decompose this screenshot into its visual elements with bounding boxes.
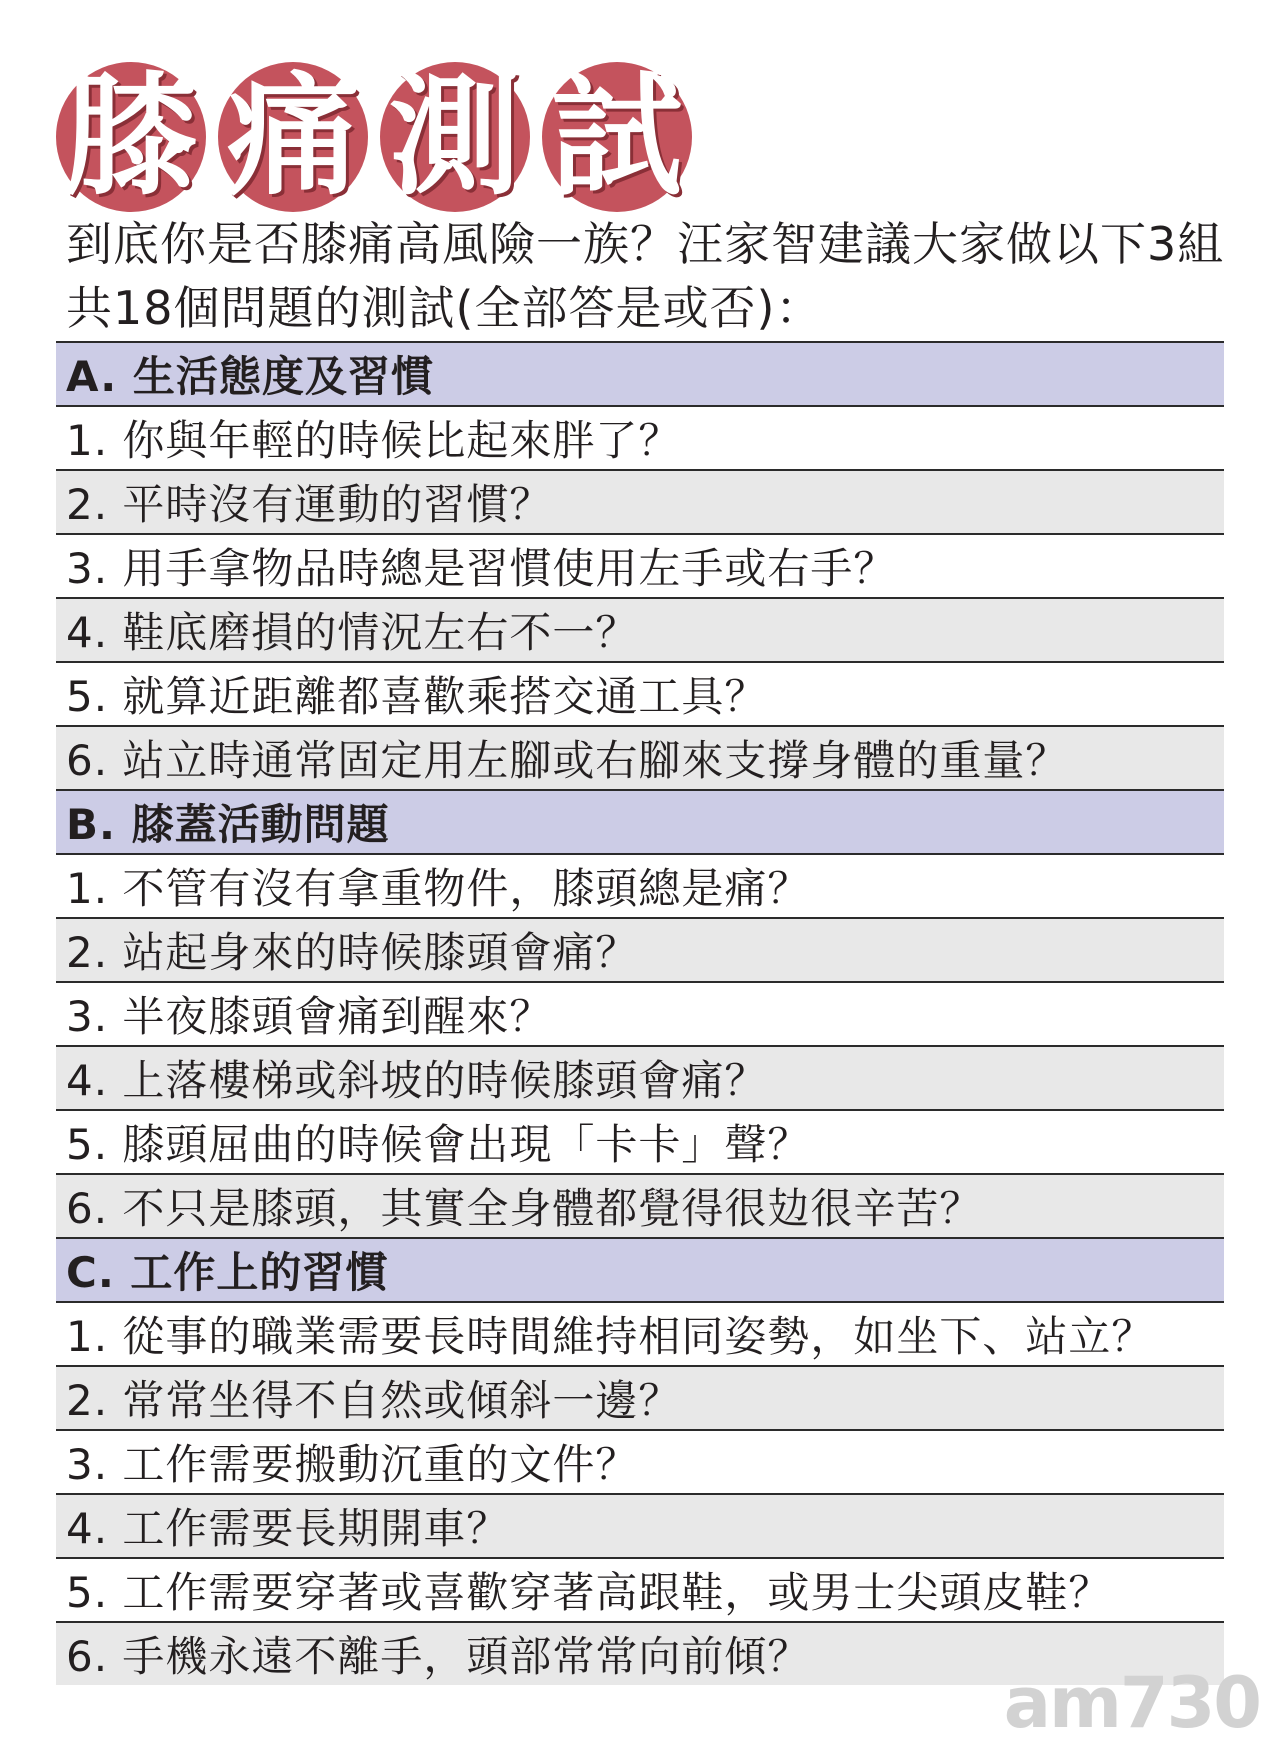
intro-text: 到底你是否膝痛高風險一族？汪家智建議大家做以下3組共18個問題的測試(全部答是或否)： (66, 217, 1225, 335)
question-c6: 6. 手機永遠不離手，頭部常常向前傾？ (56, 1621, 1224, 1685)
question-c2: 2. 常常坐得不自然或傾斜一邊？ (56, 1365, 1224, 1429)
title-char-2: 痛 (218, 62, 368, 212)
question-a4: 4. 鞋底磨損的情況左右不一？ (56, 597, 1224, 661)
section-heading-c: C. 工作上的習慣 (56, 1237, 1224, 1301)
quiz-table (56, 341, 1224, 1685)
section-heading-b: B. 膝蓋活動問題 (56, 789, 1224, 853)
question-b4: 4. 上落樓梯或斜坡的時候膝頭會痛？ (56, 1045, 1224, 1109)
watermark-logo: am730 (1003, 1662, 1260, 1744)
title-char-3: 測 (380, 62, 530, 212)
question-b3: 3. 半夜膝頭會痛到醒來？ (56, 981, 1224, 1045)
question-a2: 2. 平時沒有運動的習慣？ (56, 469, 1224, 533)
question-a1: 1. 你與年輕的時候比起來胖了？ (56, 405, 1224, 469)
section-heading-a: A. 生活態度及習慣 (56, 341, 1224, 405)
question-b2: 2. 站起身來的時候膝頭會痛？ (56, 917, 1224, 981)
question-c5: 5. 工作需要穿著或喜歡穿著高跟鞋，或男士尖頭皮鞋？ (56, 1557, 1224, 1621)
question-c4: 4. 工作需要長期開車？ (56, 1493, 1224, 1557)
question-c3: 3. 工作需要搬動沉重的文件？ (56, 1429, 1224, 1493)
question-a3: 3. 用手拿物品時總是習慣使用左手或右手？ (56, 533, 1224, 597)
question-b6: 6. 不只是膝頭，其實全身體都覺得很攰很辛苦？ (56, 1173, 1224, 1237)
title-char-1: 膝 (56, 62, 206, 212)
question-a5: 5. 就算近距離都喜歡乘搭交通工具？ (56, 661, 1224, 725)
question-b5: 5. 膝頭屈曲的時候會出現「卡卡」聲？ (56, 1109, 1224, 1173)
question-b1: 1. 不管有沒有拿重物件，膝頭總是痛？ (56, 853, 1224, 917)
title-char-4: 試 (542, 62, 692, 212)
question-a6: 6. 站立時通常固定用左腳或右腳來支撐身體的重量？ (56, 725, 1224, 789)
page-title (56, 62, 692, 212)
question-c1: 1. 從事的職業需要長時間維持相同姿勢，如坐下、站立？ (56, 1301, 1224, 1365)
